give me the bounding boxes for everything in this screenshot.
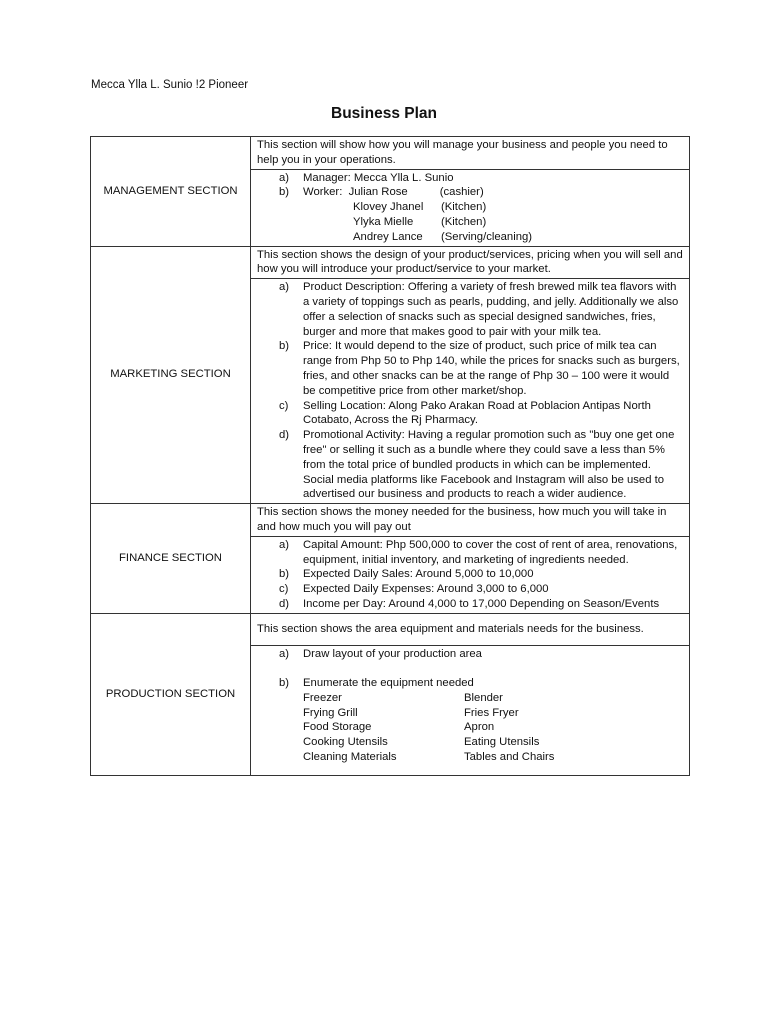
list-item (257, 171, 683, 186)
list-item (257, 647, 683, 662)
document-title: Business Plan (331, 105, 437, 122)
item-text: Capital Amount: Php 500,000 to cover the cost of rent of area, renovations, equipment, initial inventory, and marketing of ingredients needed. (303, 538, 678, 566)
item-marker: a) (279, 281, 290, 294)
equipment-item: Freezer (303, 691, 342, 704)
finance-body (251, 536, 690, 613)
worker-role: (cashier) (439, 186, 484, 199)
production-section-label: PRODUCTION SECTION (91, 613, 251, 775)
finance-intro-row (91, 504, 690, 537)
list-item (257, 676, 683, 691)
list-item (257, 339, 683, 398)
worker-name: Julian Rose (348, 186, 408, 199)
worker-name: Andrey Lance (353, 230, 423, 243)
worker-row (353, 215, 683, 230)
equipment-item: Cleaning Materials (303, 751, 397, 764)
marketing-intro: This section shows the design of your product/services, pricing when you will sell and how you will introduce your product/service to your market. (251, 246, 690, 279)
item-text: Enumerate the equipment needed (303, 677, 474, 690)
production-intro-row (91, 613, 690, 645)
equipment-item: Fries Fryer (464, 706, 519, 719)
management-body (251, 169, 690, 246)
item-text: Promotional Activity: Having a regular promotion such as "buy one get one free" or selling it such as a bundle where they could save a less than 5% from the total price of bundled products in which can be implemented. Social media platforms like Facebook and Instagram will also be used to advertised our business and products to reach a wider audience. (303, 429, 675, 501)
author-line: Mecca Ylla L. Sunio !2 Pioneer (91, 79, 249, 91)
worker-label: Worker: (303, 186, 343, 199)
finance-section-label: FINANCE SECTION (91, 504, 251, 614)
equipment-item: Food Storage (303, 721, 372, 734)
item-marker: b) (279, 340, 290, 353)
worker-name: Klovey Jhanel (353, 201, 424, 214)
item-text: Selling Location: Along Pako Arakan Road at Poblacion Antipas North Cotabato, Across the Rj Pharmacy. (303, 399, 651, 427)
item-text: Product Description: Offering a variety of fresh brewed milk tea flavors with a variety of toppings such as pearls, pudding, and jelly. Additionally we also offer a selection of snacks such as special designed sandwiches, fries, burger and more that makes good to pair with your milk tea. (303, 281, 679, 338)
equipment-item: Cooking Utensils (303, 736, 388, 749)
item-text: Expected Daily Sales: Around 5,000 to 10,000 (303, 568, 534, 581)
equipment-item: Eating Utensils (464, 736, 540, 749)
finance-intro: This section shows the money needed for the business, how much you will take in and how much you will pay out (251, 504, 690, 537)
production-body (251, 645, 690, 775)
item-marker: c) (279, 583, 289, 596)
marketing-intro-row (91, 246, 690, 279)
list-item (257, 538, 683, 568)
management-intro-row (91, 137, 690, 170)
list-item (257, 185, 683, 200)
list-item (257, 582, 683, 597)
marketing-body (251, 279, 690, 504)
equipment-item: Blender (464, 691, 503, 704)
production-intro: This section shows the area equipment and materials needs for the business. (251, 613, 690, 645)
item-marker: b) (279, 677, 290, 690)
item-text: Draw layout of your production area (303, 647, 482, 660)
list-item (257, 399, 683, 429)
item-marker: b) (279, 186, 290, 199)
marketing-section-label: MARKETING SECTION (91, 246, 251, 504)
equipment-item: Apron (464, 721, 495, 734)
item-text: Expected Daily Expenses: Around 3,000 to 6,000 (303, 583, 549, 596)
list-item (257, 567, 683, 582)
list-item (257, 597, 683, 612)
item-marker: d) (279, 597, 290, 610)
item-text: Income per Day: Around 4,000 to 17,000 Depending on Season/Events (303, 597, 660, 610)
list-item (257, 428, 683, 502)
spacer (257, 661, 683, 676)
item-marker: a) (279, 538, 290, 551)
worker-role: (Kitchen) (441, 215, 487, 228)
business-plan-table (90, 136, 690, 776)
worker-name: Ylyka Mielle (353, 215, 414, 228)
item-marker: c) (279, 399, 289, 412)
manager-text: Manager: Mecca Ylla L. Sunio (303, 171, 454, 184)
item-marker: a) (279, 647, 290, 660)
worker-role: (Serving/cleaning) (441, 230, 533, 243)
worker-role: (Kitchen) (441, 201, 487, 214)
worker-row (353, 230, 683, 245)
item-marker: d) (279, 429, 290, 442)
equipment-item: Frying Grill (303, 706, 358, 719)
equipment-list (257, 691, 683, 765)
worker-first-line (301, 185, 683, 200)
worker-row (353, 200, 683, 215)
worker-list (257, 200, 683, 244)
management-section-label: MANAGEMENT SECTION (91, 137, 251, 247)
list-item (257, 280, 683, 339)
item-text: Price: It would depend to the size of product, such price of milk tea can range from Php 50 to Php 140, while the prices for snacks such as burgers, fries, and other snacks can be at the range of Php 30 – 100 were it would be competitive price from other market/shop. (303, 340, 680, 397)
item-marker: a) (279, 171, 290, 184)
equipment-item: Tables and Chairs (464, 751, 555, 764)
item-marker: b) (279, 568, 290, 581)
management-intro: This section will show how you will manage your business and people you need to help you in your operations. (251, 137, 690, 170)
